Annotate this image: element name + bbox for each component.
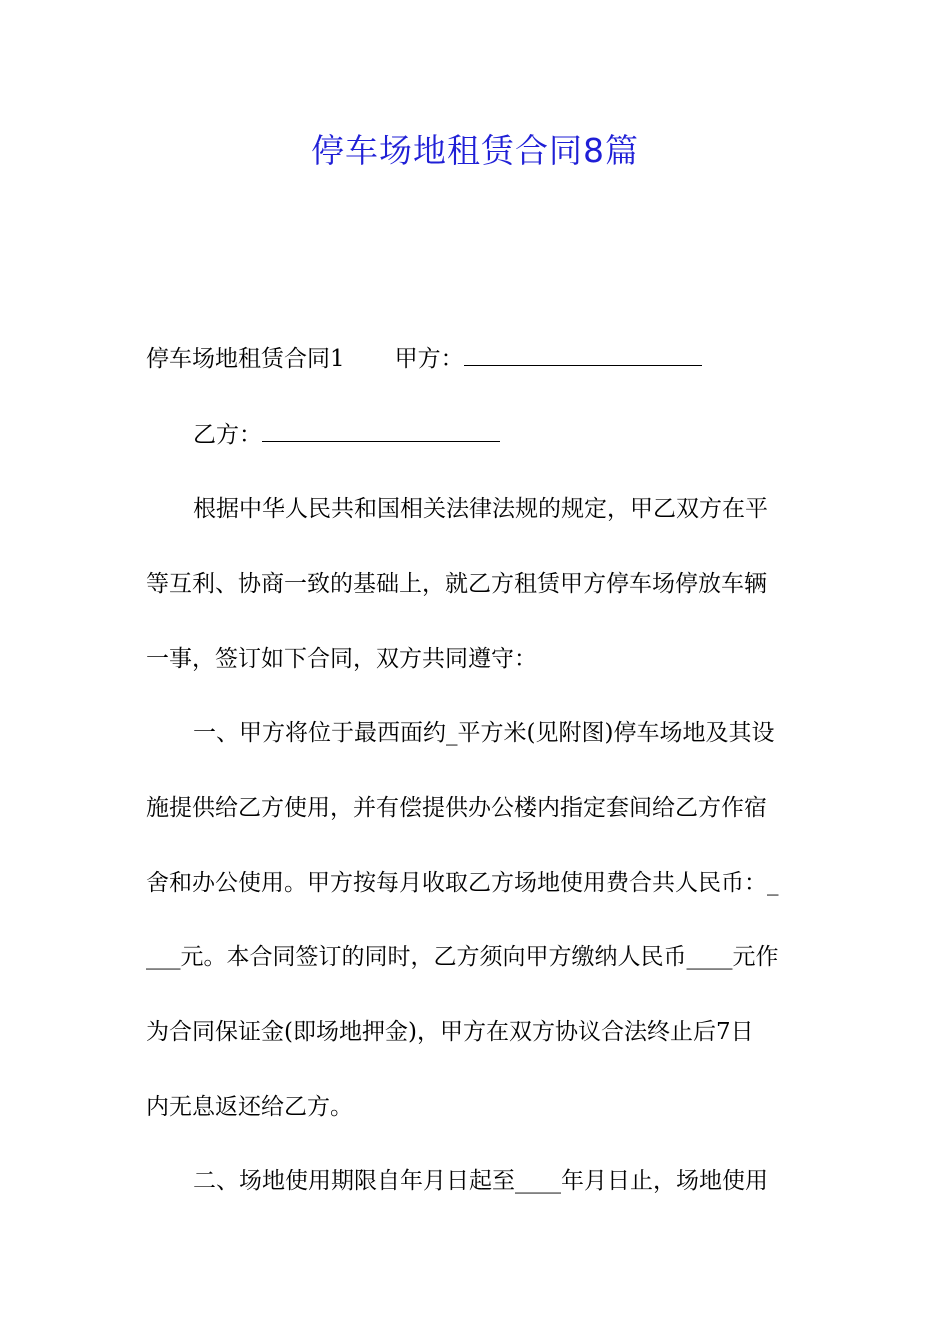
body-line: 为合同保证金(即场地押金)，甲方在双方协议合法终止后7日 (146, 1019, 754, 1045)
contract-subtitle: 停车场地租赁合同1 (146, 346, 345, 372)
party-a-label: 甲方： (394, 346, 464, 372)
body-line: 施提供给乙方使用，并有偿提供办公楼内指定套间给乙方作宿 (146, 795, 767, 821)
body-line: 一、甲方将位于最西面约_平方米(见附图)停车场地及其设 (193, 720, 775, 746)
body-line: 二、场地使用期限自年月日起至____年月日止，场地使用 (193, 1168, 768, 1194)
body-line: 舍和办公使用。甲方按每月收取乙方场地使用费合共人民币：_ (146, 870, 779, 896)
body-line: 等互利、协商一致的基础上，就乙方租赁甲方停车场停放车辆 (146, 571, 767, 597)
heading-line (146, 342, 806, 376)
body-line: ___元。本合同签订的同时，乙方须向甲方缴纳人民币____元作 (146, 944, 779, 970)
body-line: 根据中华人民共和国相关法律法规的规定，甲乙双方在平 (193, 496, 768, 522)
party-a-blank (464, 343, 702, 366)
party-b-label: 乙方： (193, 422, 262, 448)
party-b-blank (262, 419, 500, 442)
party-b-line (193, 418, 806, 452)
body-line: 内无息返还给乙方。 (146, 1094, 353, 1120)
document-title: 停车场地租赁合同8篇 (311, 131, 639, 170)
body-line: 一事，签订如下合同，双方共同遵守： (146, 646, 537, 672)
